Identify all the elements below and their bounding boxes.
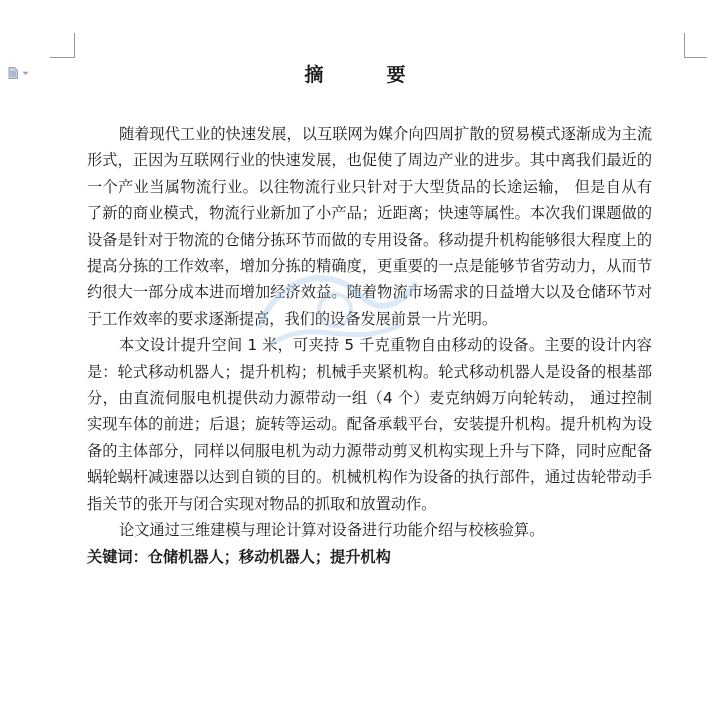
page-title: 摘 要 (304, 64, 428, 86)
keywords-line: 关键词：仓储机器人；移动机器人；提升机构 (87, 547, 391, 566)
crop-mark-top-right (684, 33, 707, 58)
abstract-paragraph-1: 随着现代工业的快速发展，以互联网为媒介向四周扩散的贸易模式逐渐成为主流形式，正因为互联网行业的快速发展，也促使了周边产业的进步。其中离我们最近的一个产业当属物流行业。以往物流行业只针对于大型货品的长途运输， 但是自从有了新的商业模式，物流行业新加了小产品；近距离；快速等属性。本次我们课题做的设备是针对于物流的仓储分拣环节而做的专用设备。移动提升机构能够很大程度上的提高分拣的工作效率，增加分拣的精确度，更重要的一点是能够节省劳动力，从而节约很大一部分成本进而增加经济效益。随着物流市场需求的日益增大以及仓储环节对于工作效率的要求逐渐提高，我们的设备发展前景一片光明。 (87, 125, 652, 328)
abstract-paragraph-3: 论文通过三维建模与理论计算对设备进行功能介绍与校核验算。 (119, 521, 545, 540)
abstract-paragraph-2: 本文设计提升空间 1 米，可夹持 5 千克重物自由移动的设备。主要的设计内容是：轮式移动机器人；提升机构；机械手夹紧机构。轮式移动机器人是设备的根基部分，由直流伺服电机提供动力源带动一组（4 个）麦克纳姆万向轮转动， 通过控制实现车体的前进；后退；旋转等运动。配备承载平台，安装提升机构。提升机构为设备的主体部分，同样以伺服电机为动力源带动剪叉机构实现上升与下降，同时应配备蜗轮蜗杆减速器以达到自锁的目的。机械机构作为设备的执行部件，通过齿轮带动手指关节的张开与闭合实现对物品的抓取和放置动作。 (87, 336, 652, 513)
crop-mark-top-left (50, 33, 75, 58)
abstract-body (87, 121, 652, 570)
